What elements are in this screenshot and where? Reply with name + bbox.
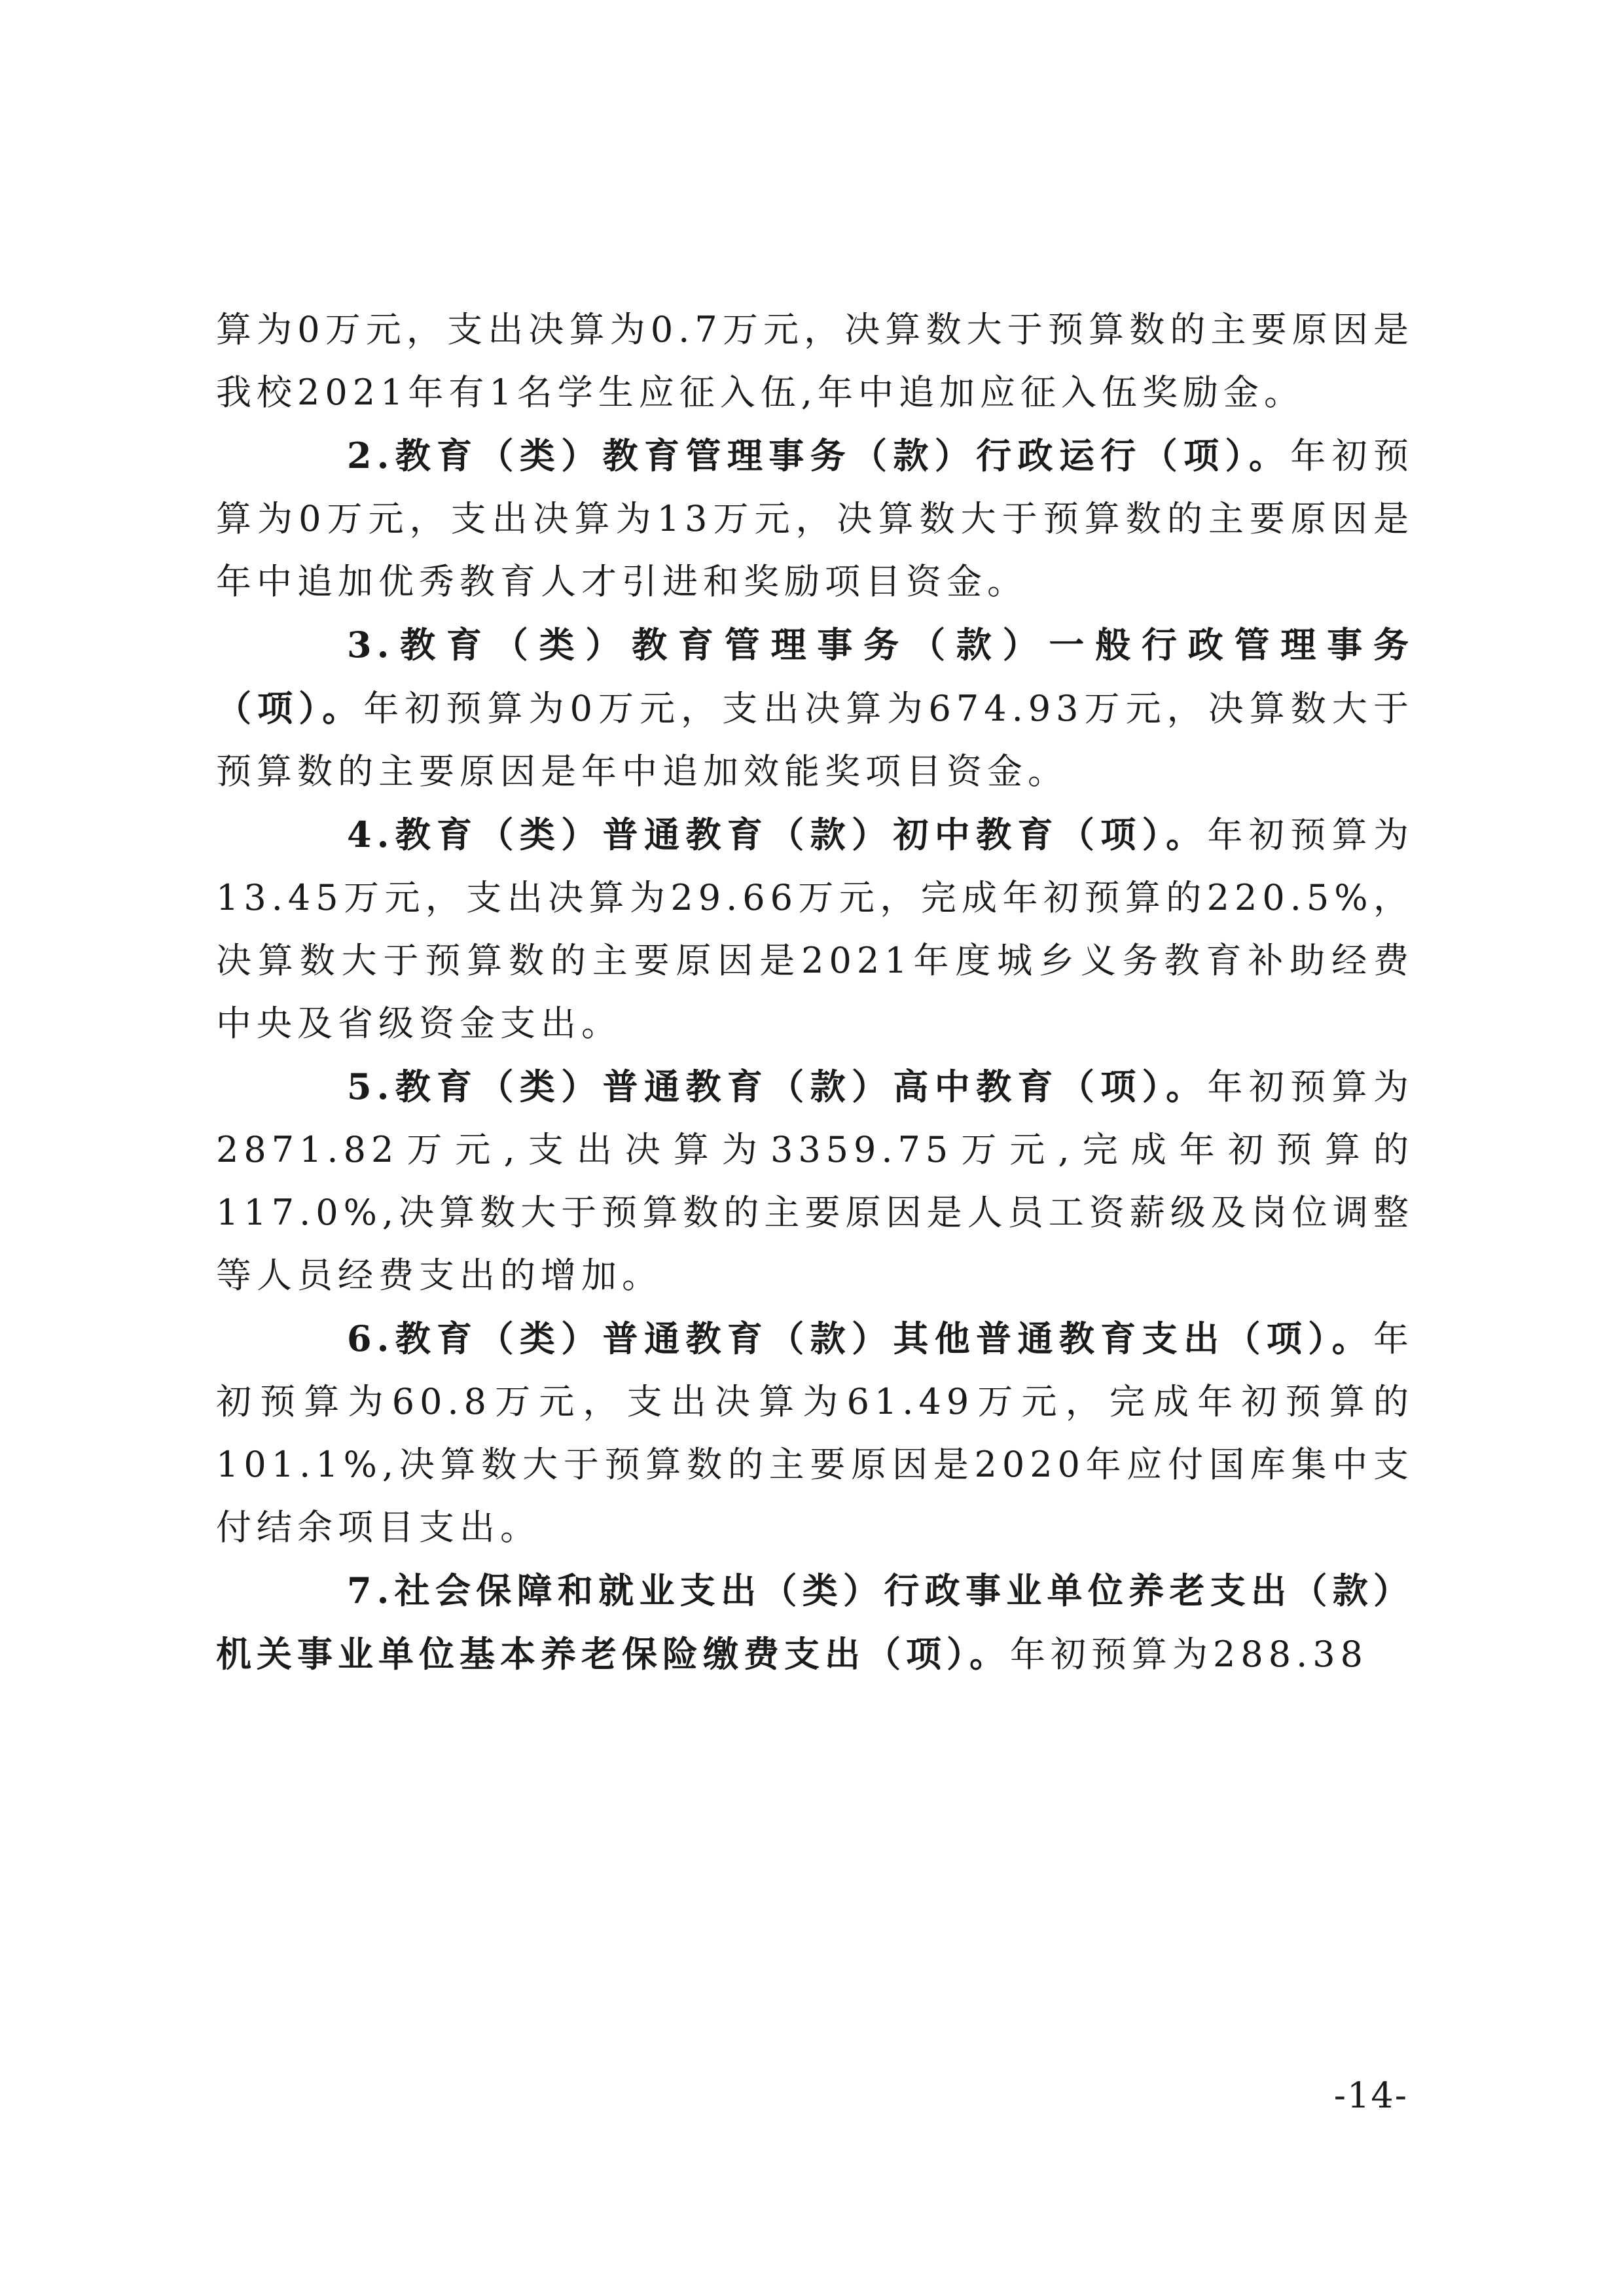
paragraph-heading: 3.教育（类）教育管理事务（款）一般行政管理事务（项）。	[216, 624, 1414, 729]
page-number: -14-	[1333, 2075, 1408, 2116]
paragraph-item-5	[216, 1055, 1414, 1307]
paragraph-heading: 5.教育（类）普通教育（款）高中教育（项）。	[347, 1066, 1208, 1107]
paragraph-text: 年初预算为0万元，支出决算为13万元，决算数大于预算数的主要原因是年中追加优秀教育人才引进和奖励项目资金。	[216, 435, 1415, 602]
paragraph-text: 年初预算为288.38	[1010, 1634, 1368, 1675]
paragraph-continuation	[216, 298, 1414, 424]
paragraph-text: 年初预算为13.45万元，支出决算为29.66万元，完成年初预算的220.5%，决算数大于预算数的主要原因是2021年度城乡义务教育补助经费中央及省级资金支出。	[216, 814, 1415, 1044]
paragraph-heading: 7.社会保障和就业支出（类）行政事业单位养老支出（款）机关事业单位基本养老保险缴费支出（项）。	[216, 1570, 1414, 1675]
paragraph-heading: 4.教育（类）普通教育（款）初中教育（项）。	[347, 814, 1208, 855]
paragraph-item-6	[216, 1307, 1414, 1559]
paragraph-item-3	[216, 613, 1414, 803]
paragraph-item-4	[216, 803, 1414, 1055]
paragraph-text: 年初预算为60.8万元，支出决算为61.49万元，完成年初预算的101.1%,决算数大于预算数的主要原因是2020年应付国库集中支付结余项目支出。	[216, 1318, 1414, 1548]
paragraph-text: 年初预算为0万元，支出决算为674.93万元，决算数大于预算数的主要原因是年中追加效能奖项目资金。	[216, 688, 1414, 792]
document-body	[216, 298, 1414, 1686]
paragraph-item-7	[216, 1559, 1414, 1686]
paragraph-heading: 2.教育（类）教育管理事务（款）行政运行（项）。	[347, 435, 1291, 476]
paragraph-text: 年初预算为2871.82万元,支出决算为3359.75万元,完成年初预算的117.0%,决算数大于预算数的主要原因是人员工资薪级及岗位调整等人员经费支出的增加。	[216, 1066, 1415, 1296]
paragraph-item-2	[216, 424, 1414, 613]
paragraph-heading: 6.教育（类）普通教育（款）其他普通教育支出（项）。	[347, 1318, 1373, 1359]
paragraph-text: 算为0万元，支出决算为0.7万元，决算数大于预算数的主要原因是我校2021年有1名学生应征入伍,年中追加应征入伍奖励金。	[216, 309, 1414, 413]
